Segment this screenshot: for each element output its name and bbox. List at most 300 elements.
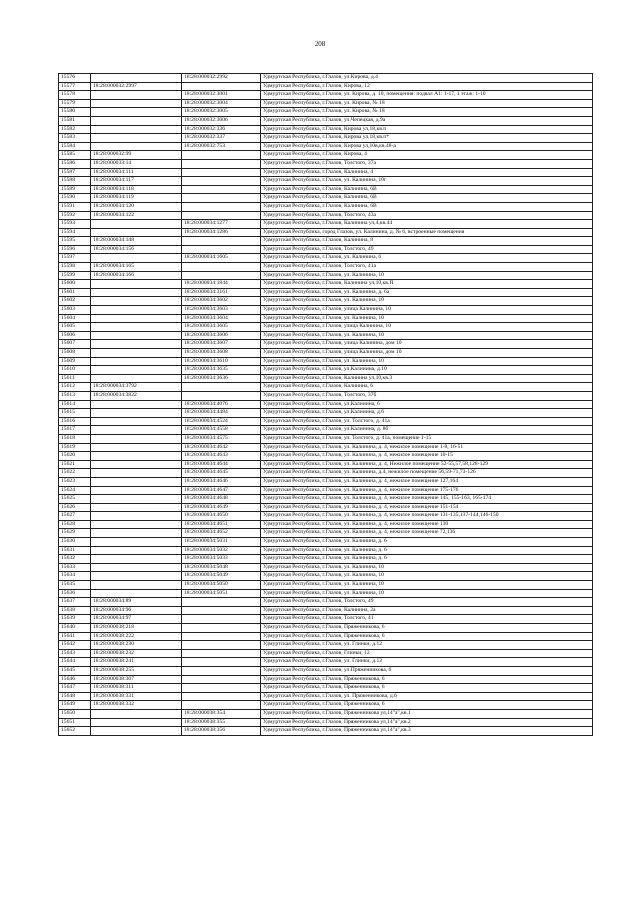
table-row: [59, 288, 593, 297]
table-row: [59, 615, 593, 624]
building-cadastral-cell: 18:28:000034:4652: [182, 529, 261, 538]
address-cell: Удмуртская Республика, г.Глазов, ул. Калинина, 10: [261, 271, 593, 280]
building-cadastral-cell: [182, 606, 261, 615]
row-number-cell: 15619: [59, 443, 91, 452]
address-cell: Удмуртская Республика, г.Глазов, ул. Кирова, д. 10, помещения: подвал А1: 1-17, 1 этаж: 1-10: [261, 91, 593, 100]
address-cell: Удмуртская Республика, г.Глазов, Калинина ул,10,кв.3: [261, 374, 593, 383]
table-row: [59, 177, 593, 186]
address-cell: Удмуртская Республика, г.Глазов, Пряженникова, 6: [261, 675, 593, 684]
land-cadastral-cell: 18:28:000034:120: [91, 202, 182, 211]
land-cadastral-cell: 18:28:000038:332: [91, 701, 182, 710]
table-row: [59, 125, 593, 134]
address-cell: Удмуртская Республика, г.Глазов, Калинина, 4: [261, 168, 593, 177]
building-cadastral-cell: 18:28:000034:1277: [182, 220, 261, 229]
land-cadastral-cell: [91, 529, 182, 538]
table-row: [59, 159, 593, 168]
land-cadastral-cell: 18:28:000034:156: [91, 245, 182, 254]
land-cadastral-cell: [91, 495, 182, 504]
row-number-cell: 15616: [59, 417, 91, 426]
land-cadastral-cell: [91, 718, 182, 727]
row-number-cell: 15636: [59, 589, 91, 598]
row-number-cell: 15646: [59, 675, 91, 684]
address-cell: Удмуртская Республика, г.Глазов, ул. Калинина, д. 6а: [261, 288, 593, 297]
row-number-cell: 15642: [59, 641, 91, 650]
table-row: [59, 512, 593, 521]
land-cadastral-cell: 18:28:000033:14: [91, 159, 182, 168]
land-cadastral-cell: [91, 503, 182, 512]
address-cell: Удмуртская Республика, город Глазов, ул. Калинина, д. № 6, встроенные помещения: [261, 228, 593, 237]
table-row: [59, 366, 593, 375]
address-cell: Удмуртская Республика, г.Глазов, ул. Калинина, 6: [261, 254, 593, 263]
row-number-cell: 15586: [59, 159, 91, 168]
address-cell: Удмуртская Республика, г.Глазов, ул. Калинина, д. 6: [261, 546, 593, 555]
table-row: [59, 108, 593, 117]
row-number-cell: 15651: [59, 718, 91, 727]
building-cadastral-cell: [182, 598, 261, 607]
address-cell: Удмуртская Республика, г.Глазов, улица Калинина, дом 10: [261, 340, 593, 349]
land-cadastral-cell: [91, 538, 182, 547]
land-cadastral-cell: [91, 134, 182, 143]
table-row: [59, 245, 593, 254]
address-cell: Удмуртская Республика, г.Глазов, Калинина, 2а: [261, 606, 593, 615]
building-cadastral-cell: 18:28:000034:5049: [182, 572, 261, 581]
table-row: [59, 357, 593, 366]
row-number-cell: 15602: [59, 297, 91, 306]
address-cell: Удмуртская Республика, г.Глазов, ул.Калинина, д.10: [261, 366, 593, 375]
table-row: [59, 443, 593, 452]
building-cadastral-cell: 18:28:000034:3636: [182, 374, 261, 383]
table-row: [59, 546, 593, 555]
row-number-cell: 15641: [59, 632, 91, 641]
row-number-cell: 15576: [59, 74, 91, 83]
row-number-cell: 15611: [59, 374, 91, 383]
address-cell: Удмуртская Республика, г.Глазов, ул. Толстого, д. 41а: [261, 417, 593, 426]
land-cadastral-cell: [91, 727, 182, 736]
building-cadastral-cell: [182, 675, 261, 684]
row-number-cell: 15581: [59, 116, 91, 125]
building-cadastral-cell: [182, 263, 261, 272]
building-cadastral-cell: [182, 624, 261, 633]
land-cadastral-cell: [91, 589, 182, 598]
table-row: [59, 168, 593, 177]
building-cadastral-cell: [182, 271, 261, 280]
building-cadastral-cell: 18:28:000038:354: [182, 709, 261, 718]
building-cadastral-cell: 18:28:000034:1286: [182, 228, 261, 237]
address-cell: Удмуртская Республика, г.Глазов, ул. Калинина, 10: [261, 563, 593, 572]
land-cadastral-cell: 18:28:000034:122: [91, 211, 182, 220]
address-cell: Удмуртская Республика, г.Глазов, ул. Калинина, 10: [261, 297, 593, 306]
table-row: [59, 263, 593, 272]
land-cadastral-cell: [91, 400, 182, 409]
address-cell: Удмуртская Республика, г.Глазов, ул. Кирова, № 18: [261, 99, 593, 108]
building-cadastral-cell: 18:28:000034:4649: [182, 503, 261, 512]
table-row: [59, 529, 593, 538]
building-cadastral-cell: 18:28:000034:4648: [182, 495, 261, 504]
address-cell: Удмуртская Республика, г.Глазов, ул. Калинина, 10: [261, 331, 593, 340]
row-number-cell: 15587: [59, 168, 91, 177]
land-cadastral-cell: [91, 546, 182, 555]
table-row: [59, 194, 593, 203]
address-cell: Удмуртская Республика, г.Глазов, Калинина, 6: [261, 383, 593, 392]
building-cadastral-cell: [182, 159, 261, 168]
address-cell: Удмуртская Республика, г.Глазов, Толстого, 41: [261, 615, 593, 624]
table-row: [59, 340, 593, 349]
address-cell: Удмуртская Республика, г.Глазов, Калинина ул,4,кв.44: [261, 220, 593, 229]
table-row: [59, 469, 593, 478]
address-cell: Удмуртская Республика, г.Глазов, Кирова ул,10в,кв.48-а: [261, 142, 593, 151]
land-cadastral-cell: 18:28:000038:331: [91, 692, 182, 701]
address-cell: Удмуртская Республика, г.Глазов, Толстого, 49: [261, 245, 593, 254]
building-cadastral-cell: [182, 649, 261, 658]
land-cadastral-cell: [91, 349, 182, 358]
land-cadastral-cell: [91, 452, 182, 461]
address-cell: Удмуртская Республика, г.Глазов, ул.Кирова, д.4: [261, 74, 593, 83]
address-cell: Удмуртская Республика, г.Глазов, ул. Глинки, д.12: [261, 641, 593, 650]
building-cadastral-cell: 18:28:000032:2992: [182, 74, 261, 83]
building-cadastral-cell: 18:28:000034:5050: [182, 581, 261, 590]
table-row: [59, 477, 593, 486]
address-cell: Удмуртская Республика, г.Глазов, ул. Калинина, д. 4, нежилое помещение 175-176: [261, 486, 593, 495]
land-cadastral-cell: [91, 108, 182, 117]
table-row: [59, 99, 593, 108]
building-cadastral-cell: 18:28:000032:753: [182, 142, 261, 151]
table-row: [59, 555, 593, 564]
building-cadastral-cell: 18:28:000034:1605: [182, 254, 261, 263]
address-cell: Удмуртская Республика, г.Глазов, Пряженникова, 6: [261, 632, 593, 641]
row-number-cell: 15635: [59, 581, 91, 590]
land-cadastral-cell: [91, 409, 182, 418]
address-cell: Удмуртская Республика, г.Глазов, ул. Калинина, д. 6: [261, 538, 593, 547]
building-cadastral-cell: [182, 701, 261, 710]
table-row: [59, 572, 593, 581]
land-cadastral-cell: [91, 366, 182, 375]
address-cell: Удмуртская Республика, г.Глазов, Пряженникова ул,14"а",кв.2: [261, 718, 593, 727]
row-number-cell: 15640: [59, 624, 91, 633]
address-cell: Удмуртская Республика, г.Глазов, Толстого, 43а: [261, 211, 593, 220]
table-row: [59, 701, 593, 710]
building-cadastral-cell: 18:28:000038:356: [182, 727, 261, 736]
building-cadastral-cell: 18:28:000034:3603: [182, 306, 261, 315]
land-cadastral-cell: [91, 314, 182, 323]
land-cadastral-cell: 18:28:000034:166: [91, 271, 182, 280]
address-cell: Удмуртская Республика, г.Глазов, Кирова ул,18,кв.п*: [261, 134, 593, 143]
land-cadastral-cell: [91, 357, 182, 366]
building-cadastral-cell: [182, 684, 261, 693]
row-number-cell: 15626: [59, 503, 91, 512]
table-row: [59, 520, 593, 529]
row-number-cell: 15614: [59, 400, 91, 409]
table-row: [59, 692, 593, 701]
land-cadastral-cell: [91, 74, 182, 83]
row-number-cell: 15580: [59, 108, 91, 117]
address-cell: Удмуртская Республика, г.Глазов, ул. Пряженникова, д.6: [261, 692, 593, 701]
address-cell: Удмуртская Республика, г.Глазов, ул. Калинина, д.4, нежилое помещение 56,59-71,73-126: [261, 469, 593, 478]
building-cadastral-cell: [182, 202, 261, 211]
row-number-cell: 15622: [59, 469, 91, 478]
row-number-cell: 15638: [59, 606, 91, 615]
address-cell: Удмуртская Республика, г.Глазов, Кирова ул,18,кв.п: [261, 125, 593, 134]
building-cadastral-cell: [182, 177, 261, 186]
row-number-cell: 15643: [59, 649, 91, 658]
row-number-cell: 15649: [59, 701, 91, 710]
row-number-cell: 15593: [59, 220, 91, 229]
row-number-cell: 15606: [59, 331, 91, 340]
land-cadastral-cell: 18:28:000034:3792: [91, 383, 182, 392]
row-number-cell: 15618: [59, 434, 91, 443]
building-cadastral-cell: 18:28:000034:4076: [182, 400, 261, 409]
table-row: [59, 391, 593, 400]
address-cell: Удмуртская Республика, г.Глазов, ул.Калинина, д.6: [261, 409, 593, 418]
address-cell: Удмуртская Республика, г.Глазов, Кирова, 4: [261, 151, 593, 160]
row-number-cell: 15637: [59, 598, 91, 607]
row-number-cell: 15600: [59, 280, 91, 289]
building-cadastral-cell: 18:28:000034:5031: [182, 538, 261, 547]
address-cell: Удмуртская Республика, г.Глазов, ул. Калинина, д. 4, нежилое помещение 130: [261, 520, 593, 529]
row-number-cell: 15592: [59, 211, 91, 220]
address-cell: Удмуртская Республика, г.Глазов, ул. Калинина, 10: [261, 314, 593, 323]
table-row: [59, 649, 593, 658]
address-cell: Удмуртская Республика, г.Глазов, ул. Калинина, 10: [261, 357, 593, 366]
building-cadastral-cell: 18:28:000034:1844: [182, 280, 261, 289]
land-cadastral-cell: 18:28:000032:99: [91, 151, 182, 160]
building-cadastral-cell: 18:28:000034:3161: [182, 288, 261, 297]
address-cell: Удмуртская Республика, г.Глазов, ул. Калинина, д. 4, нежилое помещение 127,164: [261, 477, 593, 486]
land-cadastral-cell: [91, 220, 182, 229]
row-number-cell: 15607: [59, 340, 91, 349]
building-cadastral-cell: [182, 185, 261, 194]
table-row: [59, 727, 593, 736]
row-number-cell: 15644: [59, 658, 91, 667]
building-cadastral-cell: 18:28:000034:3605: [182, 323, 261, 332]
building-cadastral-cell: 18:28:000032:3001: [182, 91, 261, 100]
land-cadastral-cell: [91, 254, 182, 263]
row-number-cell: 15584: [59, 142, 91, 151]
row-number-cell: 15634: [59, 572, 91, 581]
table-row: [59, 349, 593, 358]
land-cadastral-cell: [91, 374, 182, 383]
address-cell: Удмуртская Республика, г.Глазов, Пряженникова, 6: [261, 624, 593, 633]
land-cadastral-cell: [91, 125, 182, 134]
building-cadastral-cell: 18:28:000034:4558: [182, 426, 261, 435]
building-cadastral-cell: [182, 168, 261, 177]
land-cadastral-cell: [91, 99, 182, 108]
row-number-cell: 15585: [59, 151, 91, 160]
row-number-cell: 15597: [59, 254, 91, 263]
address-cell: Удмуртская Республика, г.Глазов, ул. Калинина, д. 4, нежилое помещение 72,136: [261, 529, 593, 538]
address-cell: Удмуртская Республика, г.Глазов, Калинина, 6В: [261, 202, 593, 211]
address-cell: Удмуртская Республика, г.Глазов, ул.Чепецкая, д.9а: [261, 116, 593, 125]
building-cadastral-cell: [182, 383, 261, 392]
land-cadastral-cell: [91, 520, 182, 529]
land-cadastral-cell: [91, 323, 182, 332]
building-cadastral-cell: 18:28:000034:4484: [182, 409, 261, 418]
table-row: [59, 254, 593, 263]
building-cadastral-cell: [182, 237, 261, 246]
row-number-cell: 15623: [59, 477, 91, 486]
address-cell: Удмуртская Республика, г.Глазов, Глинки, 12: [261, 649, 593, 658]
table-row: [59, 400, 593, 409]
land-cadastral-cell: [91, 460, 182, 469]
building-cadastral-cell: [182, 151, 261, 160]
address-cell: Удмуртская Республика, г.Глазов, ул. Калинина, д. 4, нежилое помещение 10-15: [261, 452, 593, 461]
table-row: [59, 134, 593, 143]
building-cadastral-cell: [182, 615, 261, 624]
table-row: [59, 417, 593, 426]
land-cadastral-cell: 18:28:000038:232: [91, 649, 182, 658]
building-cadastral-cell: [182, 245, 261, 254]
building-cadastral-cell: 18:28:000034:3602: [182, 297, 261, 306]
land-cadastral-cell: [91, 340, 182, 349]
row-number-cell: 15625: [59, 495, 91, 504]
table-row: [59, 632, 593, 641]
table-row: [59, 185, 593, 194]
land-cadastral-cell: [91, 434, 182, 443]
registry-table: [58, 73, 593, 736]
address-cell: Удмуртская Республика, г.Глазов, ул. Калинина, д. 4, нежилое помещение 145, 155-163, 165-174: [261, 495, 593, 504]
table-row: [59, 237, 593, 246]
table-row: [59, 538, 593, 547]
building-cadastral-cell: 18:28:000038:355: [182, 718, 261, 727]
table-row: [59, 142, 593, 151]
building-cadastral-cell: 18:28:000034:5032: [182, 546, 261, 555]
row-number-cell: 15652: [59, 727, 91, 736]
row-number-cell: 15631: [59, 546, 91, 555]
land-cadastral-cell: [91, 477, 182, 486]
table-row: [59, 271, 593, 280]
building-cadastral-cell: 18:28:000032:3006: [182, 116, 261, 125]
address-cell: Удмуртская Республика, г.Глазов, Пряженникова ул,14"а",кв.3: [261, 727, 593, 736]
table-row: [59, 383, 593, 392]
page-number: 208: [314, 40, 326, 48]
table-row: [59, 116, 593, 125]
address-cell: Удмуртская Республика, г.Глазов, Пряженникова, 6: [261, 701, 593, 710]
building-cadastral-cell: 18:28:000034:4644: [182, 460, 261, 469]
land-cadastral-cell: 18:28:000034:119: [91, 194, 182, 203]
table-row: [59, 228, 593, 237]
table-row: [59, 331, 593, 340]
land-cadastral-cell: [91, 486, 182, 495]
building-cadastral-cell: 18:28:000034:4647: [182, 486, 261, 495]
building-cadastral-cell: [182, 692, 261, 701]
address-cell: Удмуртская Республика, г.Глазов, Калинина, 6В: [261, 185, 593, 194]
building-cadastral-cell: [182, 82, 261, 91]
table-row: [59, 563, 593, 572]
address-cell: Удмуртская Республика, г.Глазов, ул. Калинина, д. 6: [261, 555, 593, 564]
land-cadastral-cell: [91, 297, 182, 306]
table-row: [59, 323, 593, 332]
address-cell: Удмуртская Республика, г.Глазов, ул. Глинки, д.12: [261, 658, 593, 667]
address-cell: Удмуртская Республика, г.Глазов, ул. Калинина, 10: [261, 581, 593, 590]
row-number-cell: 15617: [59, 426, 91, 435]
table-row: [59, 460, 593, 469]
row-number-cell: 15645: [59, 666, 91, 675]
building-cadastral-cell: [182, 658, 261, 667]
address-cell: Удмуртская Республика, г.Глазов, Калинина ул,10,кв.П: [261, 280, 593, 289]
row-number-cell: 15605: [59, 323, 91, 332]
row-number-cell: 15599: [59, 271, 91, 280]
row-number-cell: 15594: [59, 228, 91, 237]
building-cadastral-cell: 18:28:000032:3004: [182, 99, 261, 108]
row-number-cell: 15630: [59, 538, 91, 547]
building-cadastral-cell: 18:28:000034:3607: [182, 340, 261, 349]
land-cadastral-cell: 18:28:000034:96: [91, 606, 182, 615]
land-cadastral-cell: [91, 555, 182, 564]
building-cadastral-cell: [182, 391, 261, 400]
address-cell: Удмуртская Республика, г.Глазов, ул.Калинина, д. 8б: [261, 426, 593, 435]
table-row: [59, 718, 593, 727]
row-number-cell: 15648: [59, 692, 91, 701]
address-cell: Удмуртская Республика, г.Глазов, ул. Калинина, д. 4, нежилое помещение 151-154: [261, 503, 593, 512]
table-row: [59, 486, 593, 495]
table-row: [59, 297, 593, 306]
address-cell: Удмуртская Республика, г.Глазов, ул. Калинина, д. 4, нежилое помещение 131-135,137-144,146-150: [261, 512, 593, 521]
land-cadastral-cell: [91, 572, 182, 581]
address-cell: Удмуртская Республика, г.Глазов, ул.Пряженникова, 6: [261, 666, 593, 675]
row-number-cell: 15604: [59, 314, 91, 323]
row-number-cell: 15603: [59, 306, 91, 315]
address-cell: Удмуртская Республика, г.Глазов, Толстого, 49: [261, 598, 593, 607]
building-cadastral-cell: 18:28:000032:336: [182, 125, 261, 134]
land-cadastral-cell: 18:28:000034:111: [91, 168, 182, 177]
address-cell: Удмуртская Республика, г.Глазов, ул. Калинина, д. 4, нежилое помещение 1-8, 16-51: [261, 443, 593, 452]
building-cadastral-cell: 18:28:000034:5051: [182, 589, 261, 598]
table-row: [59, 684, 593, 693]
table-row: [59, 211, 593, 220]
land-cadastral-cell: [91, 142, 182, 151]
land-cadastral-cell: [91, 581, 182, 590]
address-cell: Удмуртская Республика, г.Глазов, Калинина, 6В: [261, 194, 593, 203]
land-cadastral-cell: 18:28:000034:117: [91, 177, 182, 186]
row-number-cell: 15620: [59, 452, 91, 461]
building-cadastral-cell: 18:28:000034:4651: [182, 520, 261, 529]
table-row: [59, 74, 593, 83]
row-number-cell: 15608: [59, 349, 91, 358]
table-row: [59, 606, 593, 615]
table-row: [59, 409, 593, 418]
table-row: [59, 624, 593, 633]
building-cadastral-cell: 18:28:000034:3608: [182, 349, 261, 358]
land-cadastral-cell: [91, 116, 182, 125]
address-cell: Удмуртская Республика, г.Глазов, ул. Калинина, 10г: [261, 177, 593, 186]
row-number-cell: 15629: [59, 529, 91, 538]
table-row: [59, 675, 593, 684]
address-cell: Удмуртская Республика, г.Глазов, Толстого, 41а: [261, 263, 593, 272]
row-number-cell: 15589: [59, 185, 91, 194]
table-row: [59, 82, 593, 91]
row-number-cell: 15610: [59, 366, 91, 375]
land-cadastral-cell: [91, 709, 182, 718]
row-number-cell: 15596: [59, 245, 91, 254]
row-number-cell: 15624: [59, 486, 91, 495]
building-cadastral-cell: 18:28:000034:4642: [182, 443, 261, 452]
building-cadastral-cell: 18:28:000032:337: [182, 134, 261, 143]
table-row: [59, 658, 593, 667]
row-number-cell: 15612: [59, 383, 91, 392]
row-number-cell: 15647: [59, 684, 91, 693]
table-row: [59, 598, 593, 607]
building-cadastral-cell: 18:28:000032:3005: [182, 108, 261, 117]
table-row: [59, 434, 593, 443]
land-cadastral-cell: 18:28:000038:307: [91, 675, 182, 684]
row-number-cell: 15579: [59, 99, 91, 108]
land-cadastral-cell: 18:28:000034:148: [91, 237, 182, 246]
building-cadastral-cell: 18:28:000034:4524: [182, 417, 261, 426]
row-number-cell: 15583: [59, 134, 91, 143]
land-cadastral-cell: [91, 288, 182, 297]
land-cadastral-cell: [91, 469, 182, 478]
row-number-cell: 15609: [59, 357, 91, 366]
address-cell: Удмуртская Республика, г.Глазов, ул. Толстого, д. 41а, помещение 1-15: [261, 434, 593, 443]
